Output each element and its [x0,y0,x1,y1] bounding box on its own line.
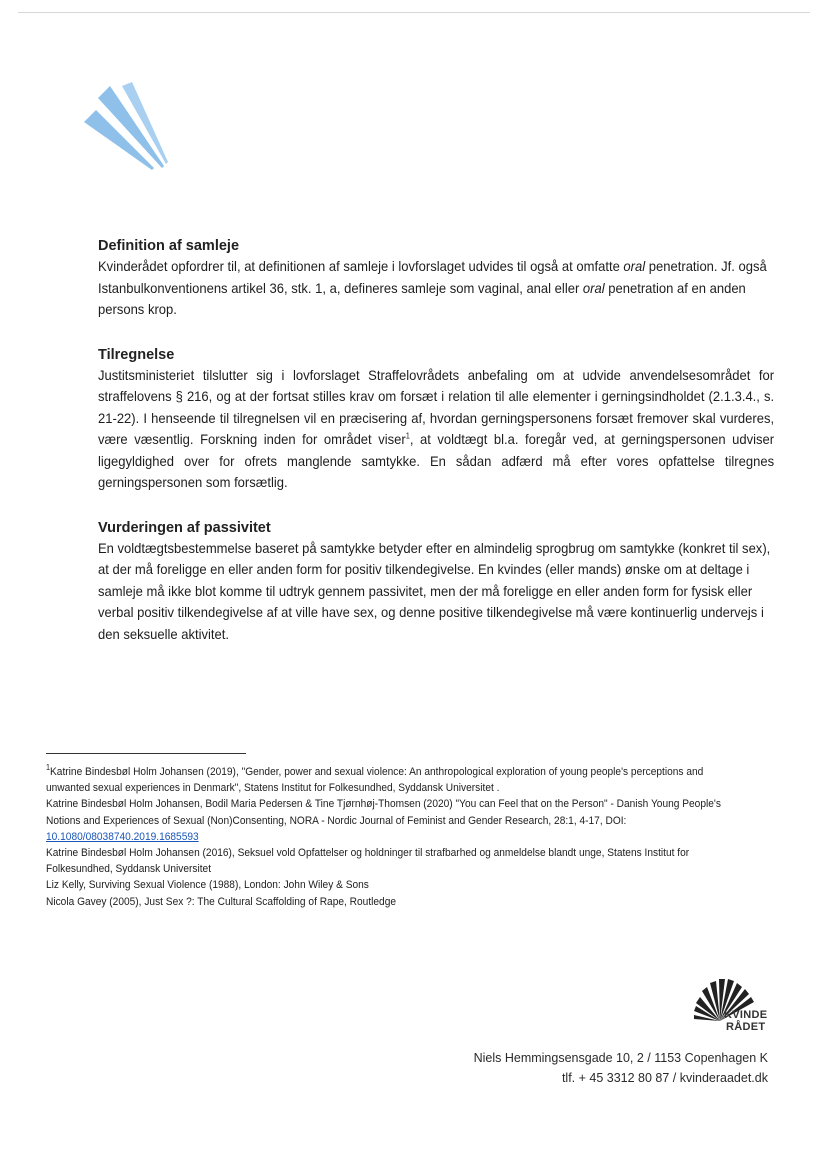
footnote-divider [46,753,246,754]
main-content [98,236,774,669]
footnote-item: Nicola Gavey (2005), Just Sex ?: The Cultural Scaffolding of Rape, Routledge [46,895,397,908]
section-body [98,365,774,494]
footnote-item: Katrine Bindesbøl Holm Johansen (2016), Seksuel vold Opfattelser og holdninger til strafbarhed og anmeldelse blandt unge, Statens Institut for Folkesundhed, Syddansk Universitet [46,847,690,876]
footnotes [46,764,721,910]
footer-address [474,1048,768,1088]
body-text-part: Kvinderådet opfordrer til, at definitionen af samleje i lovforslaget udvides til også at omfatte [98,258,624,274]
address-line: Niels Hemmingsensgade 10, 2 / 1153 Copenhagen K [473,1051,768,1065]
section-heading: Vurderingen af passivitet [98,519,271,536]
footnote-reference[interactable]: 1 [405,431,410,441]
section-body: En voldtægtsbestemmelse baseret på samtykke betyder efter en almindelig sprogbrug om samtykke (konkret til sex), at der må foreligge en eller anden form for positiv tilkendegivelse. En kvindes (eller mands) ønske om at deltage i samleje må ikke blot komme til udtryk gennem passivitet, men der må foreligge en eller anden form for fysisk eller verbal positiv tilkendegivelse af at ville have sex, og denne positive tilkendegivelse må være kontinuerlig undervejs i den seksuelle aktivitet. [98,539,771,642]
footnote-item: Liz Kelly, Surviving Sexual Violence (1988), London: John Wiley & Sons [46,879,369,892]
body-text-part: , at voldtægt bl.a. foregår ved, at gerningspersonen udviser ligegyldighed over for ofrets manglende samtykke. En sådan adfærd må efter vores opfattelse tilregnes gerningspersonen som forsætlig. [98,431,775,490]
footnote-item [46,796,721,845]
footnote-mark: 1 [46,763,51,773]
body-text-part: Justitsministeriet tilslutter sig i lovforslaget Straffelovrådets anbefaling om at udvide anvendelsesområdet for straffelovens § 216, og at der fortsat stilles krav om forsæt i relation til alle elementer i gerningsindholdet (2.1.3.4., s. 21-22). I henseende til tilregnelsen vil en præcisering af, hvordan gerningspersonens forsæt fremover skal vurderes, være væsentlig. Forskning inden for området viser [98,366,775,447]
header-rule [18,12,810,13]
brand-wordmark-line1: KVINDE [724,1009,768,1021]
section-body [98,256,774,321]
section-passivitet [98,518,774,646]
body-text-part: penetration af en anden persons krop. [98,279,746,317]
footnote-text: Katrine Bindesbøl Holm Johansen, Bodil Maria Pedersen & Tine Tjørnhøj-Thomsen (2020) "You can Feel that on the Person" - Danish Young People's Notions and Experiences of Sexual (Non)Consenting, NORA - Nordic Journal of Feminist and Gender Research, 28:1, 4-17, DOI: [46,798,721,827]
footnote-item [46,764,721,796]
section-tilregnelse [98,345,774,494]
contact-line: tlf. + 45 3312 80 87 / kvinderaadet.dk [561,1071,768,1085]
section-definition [98,236,774,321]
body-emphasis: oral [582,279,605,296]
section-heading: Definition af samleje [98,238,240,254]
body-text-part: penetration. Jf. også Istanbulkonventionens artikel 36, stk. 1, a, defineres samleje som vaginal, anal eller [98,258,767,296]
footnote-text: Katrine Bindesbøl Holm Johansen (2019), "Gender, power and sexual violence: An anthropological exploration of young people's perceptions and unwanted sexual experiences in Denmark", Statens Institut for Folkesundhed, Syddansk Universitet . [46,766,704,795]
body-emphasis: oral [623,258,646,274]
section-heading: Tilregnelse [98,346,175,363]
corner-logo-icon [84,82,174,174]
brand-wordmark-line2: RÅDET [726,1021,766,1033]
doi-link[interactable]: 10.1080/08038740.2019.1685593 [46,830,199,843]
